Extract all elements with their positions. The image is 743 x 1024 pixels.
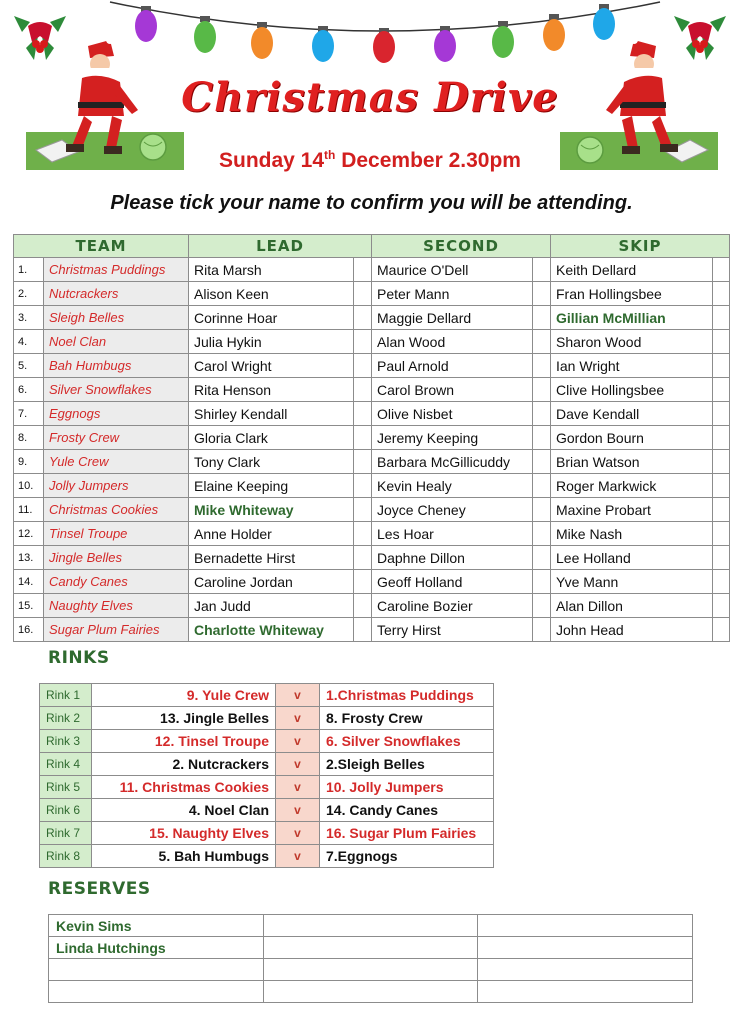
versus-label: v bbox=[276, 776, 320, 799]
rink-row bbox=[40, 776, 494, 799]
rink-label: Rink 4 bbox=[40, 753, 92, 776]
player-second: Carol Brown bbox=[372, 378, 533, 402]
rink-label: Rink 3 bbox=[40, 730, 92, 753]
player-second: Terry Hirst bbox=[372, 618, 533, 642]
away-team: 8. Frosty Crew bbox=[320, 707, 494, 730]
away-team: 1.Christmas Puddings bbox=[320, 684, 494, 707]
team-name: Jolly Jumpers bbox=[44, 474, 189, 498]
tick-box-second[interactable] bbox=[533, 450, 551, 474]
tick-box-second[interactable] bbox=[533, 570, 551, 594]
away-team: 14. Candy Canes bbox=[320, 799, 494, 822]
tick-box-lead[interactable] bbox=[354, 594, 372, 618]
player-lead: Julia Hykin bbox=[189, 330, 354, 354]
team-number: 5. bbox=[14, 354, 44, 378]
team-number: 16. bbox=[14, 618, 44, 642]
home-team: 2. Nutcrackers bbox=[92, 753, 276, 776]
player-lead: Anne Holder bbox=[189, 522, 354, 546]
tick-box-skip[interactable] bbox=[713, 282, 730, 306]
reserve-name-cell[interactable] bbox=[478, 915, 693, 937]
player-second: Peter Mann bbox=[372, 282, 533, 306]
home-team: 4. Noel Clan bbox=[92, 799, 276, 822]
versus-label: v bbox=[276, 684, 320, 707]
player-skip: Clive Hollingsbee bbox=[551, 378, 713, 402]
team-name: Candy Canes bbox=[44, 570, 189, 594]
team-name: Jingle Belles bbox=[44, 546, 189, 570]
rink-row bbox=[40, 845, 494, 868]
rink-label: Rink 2 bbox=[40, 707, 92, 730]
home-team: 15. Naughty Elves bbox=[92, 822, 276, 845]
tick-box-second[interactable] bbox=[533, 258, 551, 282]
tick-box-second[interactable] bbox=[533, 306, 551, 330]
versus-label: v bbox=[276, 707, 320, 730]
tick-box-lead[interactable] bbox=[354, 618, 372, 642]
team-name: Bah Humbugs bbox=[44, 354, 189, 378]
team-name: Eggnogs bbox=[44, 402, 189, 426]
team-row bbox=[14, 354, 730, 378]
home-team: 13. Jingle Belles bbox=[92, 707, 276, 730]
player-second: Caroline Bozier bbox=[372, 594, 533, 618]
team-row bbox=[14, 474, 730, 498]
tick-box-skip[interactable] bbox=[713, 474, 730, 498]
rink-label: Rink 8 bbox=[40, 845, 92, 868]
reserve-name-cell[interactable] bbox=[264, 959, 478, 981]
tick-box-second[interactable] bbox=[533, 354, 551, 378]
team-number: 2. bbox=[14, 282, 44, 306]
tick-box-lead[interactable] bbox=[354, 378, 372, 402]
player-skip: Sharon Wood bbox=[551, 330, 713, 354]
tick-box-second[interactable] bbox=[533, 402, 551, 426]
team-row bbox=[14, 258, 730, 282]
player-second: Daphne Dillon bbox=[372, 546, 533, 570]
team-name: Frosty Crew bbox=[44, 426, 189, 450]
player-lead: Gloria Clark bbox=[189, 426, 354, 450]
player-skip: Lee Holland bbox=[551, 546, 713, 570]
home-team: 9. Yule Crew bbox=[92, 684, 276, 707]
tick-box-skip[interactable] bbox=[713, 618, 730, 642]
player-lead: Charlotte Whiteway bbox=[189, 618, 354, 642]
reserve-name-cell[interactable] bbox=[478, 981, 693, 1003]
player-skip: Ian Wright bbox=[551, 354, 713, 378]
team-number: 15. bbox=[14, 594, 44, 618]
team-name: Naughty Elves bbox=[44, 594, 189, 618]
team-number: 10. bbox=[14, 474, 44, 498]
versus-label: v bbox=[276, 730, 320, 753]
player-skip: Alan Dillon bbox=[551, 594, 713, 618]
player-lead: Tony Clark bbox=[189, 450, 354, 474]
team-number: 11. bbox=[14, 498, 44, 522]
rink-row bbox=[40, 684, 494, 707]
tick-box-second[interactable] bbox=[533, 546, 551, 570]
tick-box-second[interactable] bbox=[533, 498, 551, 522]
player-lead: Caroline Jordan bbox=[189, 570, 354, 594]
player-skip: Keith Dellard bbox=[551, 258, 713, 282]
tick-box-second[interactable] bbox=[533, 330, 551, 354]
tick-box-lead[interactable] bbox=[354, 570, 372, 594]
tick-box-second[interactable] bbox=[533, 378, 551, 402]
tick-box-skip[interactable] bbox=[713, 354, 730, 378]
tick-box-lead[interactable] bbox=[354, 402, 372, 426]
team-row bbox=[14, 546, 730, 570]
team-number: 4. bbox=[14, 330, 44, 354]
reserve-name-cell[interactable]: Kevin Sims bbox=[49, 915, 264, 937]
player-skip: Brian Watson bbox=[551, 450, 713, 474]
player-second: Paul Arnold bbox=[372, 354, 533, 378]
player-lead: Elaine Keeping bbox=[189, 474, 354, 498]
player-lead: Carol Wright bbox=[189, 354, 354, 378]
header-lead: LEAD bbox=[189, 235, 372, 258]
header-team: TEAM bbox=[14, 235, 189, 258]
tick-box-skip[interactable] bbox=[713, 450, 730, 474]
team-row bbox=[14, 378, 730, 402]
tick-box-skip[interactable] bbox=[713, 546, 730, 570]
player-skip: John Head bbox=[551, 618, 713, 642]
player-second: Maggie Dellard bbox=[372, 306, 533, 330]
rink-row bbox=[40, 707, 494, 730]
team-row bbox=[14, 450, 730, 474]
player-second: Barbara McGillicuddy bbox=[372, 450, 533, 474]
team-name: Tinsel Troupe bbox=[44, 522, 189, 546]
reserve-name-cell[interactable] bbox=[49, 959, 264, 981]
rink-label: Rink 5 bbox=[40, 776, 92, 799]
tick-box-second[interactable] bbox=[533, 594, 551, 618]
player-lead: Shirley Kendall bbox=[189, 402, 354, 426]
team-row bbox=[14, 426, 730, 450]
team-row bbox=[14, 594, 730, 618]
reserve-name-cell[interactable]: Linda Hutchings bbox=[49, 937, 264, 959]
reserve-name-cell[interactable] bbox=[264, 915, 478, 937]
player-second: Alan Wood bbox=[372, 330, 533, 354]
team-name: Yule Crew bbox=[44, 450, 189, 474]
tick-box-lead[interactable] bbox=[354, 330, 372, 354]
versus-label: v bbox=[276, 753, 320, 776]
team-number: 9. bbox=[14, 450, 44, 474]
tick-box-lead[interactable] bbox=[354, 474, 372, 498]
versus-label: v bbox=[276, 822, 320, 845]
tick-box-second[interactable] bbox=[533, 522, 551, 546]
player-second: Kevin Healy bbox=[372, 474, 533, 498]
tick-box-lead[interactable] bbox=[354, 546, 372, 570]
team-row bbox=[14, 282, 730, 306]
player-second: Joyce Cheney bbox=[372, 498, 533, 522]
team-name: Silver Snowflakes bbox=[44, 378, 189, 402]
tick-box-lead[interactable] bbox=[354, 306, 372, 330]
player-skip: Yve Mann bbox=[551, 570, 713, 594]
player-lead: Mike Whiteway bbox=[189, 498, 354, 522]
reserve-row bbox=[49, 937, 693, 959]
player-lead: Rita Marsh bbox=[189, 258, 354, 282]
away-team: 2.Sleigh Belles bbox=[320, 753, 494, 776]
tick-box-second[interactable] bbox=[533, 474, 551, 498]
away-team: 10. Jolly Jumpers bbox=[320, 776, 494, 799]
player-second: Jeremy Keeping bbox=[372, 426, 533, 450]
team-row bbox=[14, 306, 730, 330]
tick-box-skip[interactable] bbox=[713, 330, 730, 354]
rink-label: Rink 1 bbox=[40, 684, 92, 707]
team-name: Christmas Puddings bbox=[44, 258, 189, 282]
reserves-table bbox=[48, 914, 693, 1003]
player-lead: Jan Judd bbox=[189, 594, 354, 618]
team-number: 13. bbox=[14, 546, 44, 570]
tick-box-skip[interactable] bbox=[713, 426, 730, 450]
rink-label: Rink 6 bbox=[40, 799, 92, 822]
tick-box-skip[interactable] bbox=[713, 594, 730, 618]
rinks-title: RINKS bbox=[48, 648, 110, 668]
player-skip: Gordon Bourn bbox=[551, 426, 713, 450]
rink-label: Rink 7 bbox=[40, 822, 92, 845]
rink-row bbox=[40, 730, 494, 753]
reserve-name-cell[interactable] bbox=[264, 981, 478, 1003]
player-lead: Corinne Hoar bbox=[189, 306, 354, 330]
header-second: SECOND bbox=[372, 235, 551, 258]
tick-box-skip[interactable] bbox=[713, 522, 730, 546]
tick-box-lead[interactable] bbox=[354, 354, 372, 378]
instruction-text: Please tick your name to confirm you will be attending. bbox=[110, 192, 633, 214]
tick-box-skip[interactable] bbox=[713, 378, 730, 402]
tick-box-skip[interactable] bbox=[713, 498, 730, 522]
player-second: Maurice O'Dell bbox=[372, 258, 533, 282]
player-skip: Dave Kendall bbox=[551, 402, 713, 426]
home-team: 12. Tinsel Troupe bbox=[92, 730, 276, 753]
tick-box-skip[interactable] bbox=[713, 258, 730, 282]
home-team: 11. Christmas Cookies bbox=[92, 776, 276, 799]
team-name: Noel Clan bbox=[44, 330, 189, 354]
rink-row bbox=[40, 799, 494, 822]
versus-label: v bbox=[276, 799, 320, 822]
rinks-table bbox=[39, 683, 494, 868]
versus-label: v bbox=[276, 845, 320, 868]
event-date: Sunday 14th December 2.30pm bbox=[219, 148, 521, 172]
player-skip: Fran Hollingsbee bbox=[551, 282, 713, 306]
reserves-title: RESERVES bbox=[48, 879, 151, 899]
team-number: 1. bbox=[14, 258, 44, 282]
player-lead: Bernadette Hirst bbox=[189, 546, 354, 570]
team-number: 14. bbox=[14, 570, 44, 594]
reserve-name-cell[interactable] bbox=[478, 937, 693, 959]
team-row bbox=[14, 522, 730, 546]
rink-row bbox=[40, 753, 494, 776]
away-team: 16. Sugar Plum Fairies bbox=[320, 822, 494, 845]
team-row bbox=[14, 402, 730, 426]
tick-box-skip[interactable] bbox=[713, 570, 730, 594]
player-second: Les Hoar bbox=[372, 522, 533, 546]
tick-box-lead[interactable] bbox=[354, 498, 372, 522]
team-row bbox=[14, 570, 730, 594]
team-name: Sugar Plum Fairies bbox=[44, 618, 189, 642]
player-skip: Maxine Probart bbox=[551, 498, 713, 522]
team-number: 6. bbox=[14, 378, 44, 402]
reserve-name-cell[interactable] bbox=[478, 959, 693, 981]
home-team: 5. Bah Humbugs bbox=[92, 845, 276, 868]
tick-box-lead[interactable] bbox=[354, 522, 372, 546]
team-name: Christmas Cookies bbox=[44, 498, 189, 522]
team-row bbox=[14, 618, 730, 642]
player-skip: Gillian McMillian bbox=[551, 306, 713, 330]
team-row bbox=[14, 498, 730, 522]
tick-box-lead[interactable] bbox=[354, 426, 372, 450]
header-skip: SKIP bbox=[551, 235, 730, 258]
team-number: 8. bbox=[14, 426, 44, 450]
player-skip: Mike Nash bbox=[551, 522, 713, 546]
player-lead: Alison Keen bbox=[189, 282, 354, 306]
tick-box-lead[interactable] bbox=[354, 282, 372, 306]
reserve-row bbox=[49, 915, 693, 937]
tick-box-second[interactable] bbox=[533, 282, 551, 306]
rink-row bbox=[40, 822, 494, 845]
reserve-row bbox=[49, 981, 693, 1003]
team-number: 7. bbox=[14, 402, 44, 426]
tick-box-second[interactable] bbox=[533, 426, 551, 450]
player-lead: Rita Henson bbox=[189, 378, 354, 402]
tick-box-skip[interactable] bbox=[713, 402, 730, 426]
reserve-row bbox=[49, 959, 693, 981]
player-second: Olive Nisbet bbox=[372, 402, 533, 426]
away-team: 6. Silver Snowflakes bbox=[320, 730, 494, 753]
team-row bbox=[14, 330, 730, 354]
team-name: Sleigh Belles bbox=[44, 306, 189, 330]
team-name: Nutcrackers bbox=[44, 282, 189, 306]
teams-table bbox=[13, 234, 730, 642]
player-skip: Roger Markwick bbox=[551, 474, 713, 498]
player-second: Geoff Holland bbox=[372, 570, 533, 594]
teams-header-row bbox=[14, 235, 730, 258]
team-number: 3. bbox=[14, 306, 44, 330]
reserve-name-cell[interactable] bbox=[264, 937, 478, 959]
page-title: Christmas Drive bbox=[181, 74, 559, 121]
tick-box-skip[interactable] bbox=[713, 306, 730, 330]
team-number: 12. bbox=[14, 522, 44, 546]
away-team: 7.Eggnogs bbox=[320, 845, 494, 868]
tick-box-lead[interactable] bbox=[354, 258, 372, 282]
tick-box-lead[interactable] bbox=[354, 450, 372, 474]
reserve-name-cell[interactable] bbox=[49, 981, 264, 1003]
tick-box-second[interactable] bbox=[533, 618, 551, 642]
